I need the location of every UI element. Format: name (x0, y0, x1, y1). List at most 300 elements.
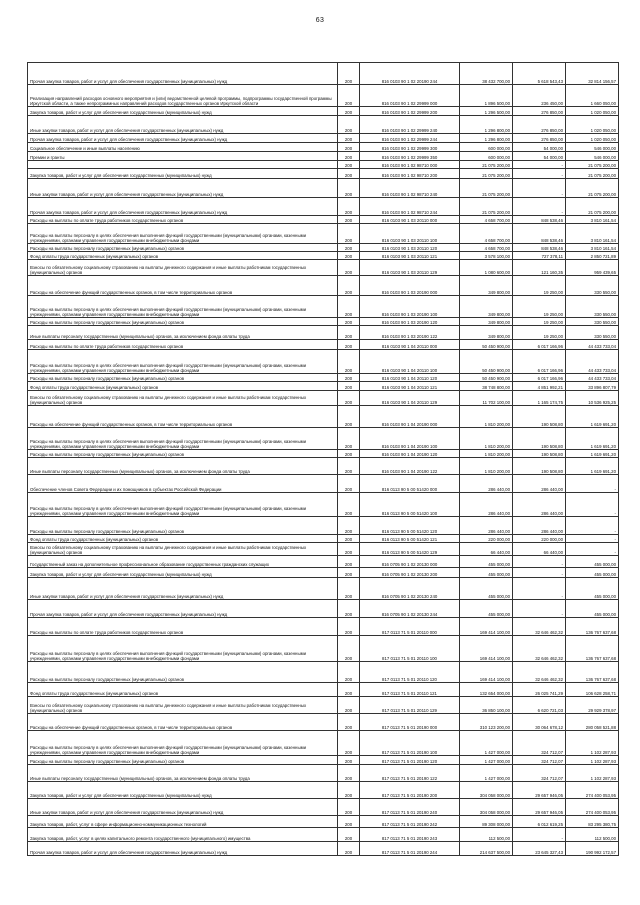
row-remaining-amount: 106 628 258,71 (566, 683, 619, 697)
row-approved-amount: 304 058 000,00 (460, 782, 513, 799)
row-classification-code: 816 0113 90 5 00 51420 000 (360, 475, 460, 493)
table-row (28, 517, 619, 535)
row-remaining-amount: 1 619 691,20 (566, 458, 619, 475)
row-line-code: 200 (338, 326, 360, 340)
row-classification-code: 816 0103 90 1 03 20110 000 (360, 216, 460, 224)
row-classification-code: 816 0113 90 5 00 51420 121 (360, 535, 460, 543)
row-remaining-amount: 274 400 053,95 (566, 782, 619, 799)
row-classification-code: 816 0103 90 1 03 20110 100 (360, 224, 460, 244)
row-approved-amount: 214 637 500,00 (460, 842, 513, 856)
table-row (28, 340, 619, 350)
row-description: Закупка товаров, работ, услуг в целях капитального ремонта государственного (муниципального) имущества (28, 828, 338, 842)
table-row (28, 244, 619, 252)
row-description: Расходы на выплаты персоналу государственных (муниципальных) органов (28, 450, 338, 458)
row-description (28, 161, 338, 169)
row-executed-amount: 286 440,00 (513, 493, 566, 517)
table-row (28, 296, 619, 318)
table-row (28, 842, 619, 856)
row-description: Фонд оплаты труда государственных (муниципальных) органов (28, 535, 338, 543)
table-row (28, 556, 619, 568)
row-approved-amount: 169 414 100,00 (460, 636, 513, 662)
row-remaining-amount: 1 102 287,93 (566, 731, 619, 756)
row-description: Фонд оплаты труда государственных (муниципальных) органов (28, 252, 338, 260)
row-line-code: 200 (338, 578, 360, 600)
row-description: Расходы на выплаты персоналу в целях обеспечения выполнения функций государственными (муниципальными) органами, казенными учреждениями, органами управления государственными внебюджетными фондами (28, 731, 338, 756)
row-line-code: 200 (338, 600, 360, 618)
row-classification-code: 816 0103 90 1 02 29999 000 (360, 85, 460, 107)
table-row (28, 252, 619, 260)
row-classification-code: 816 0103 90 1 04 20190 000 (360, 406, 460, 428)
row-approved-amount: 1 080 600,00 (460, 260, 513, 276)
table-row (28, 224, 619, 244)
row-remaining-amount: 546 000,00 (566, 152, 619, 161)
row-executed-amount: 6 620 721,03 (513, 697, 566, 714)
table-row (28, 683, 619, 697)
table-row (28, 618, 619, 636)
row-approved-amount: 38 748 800,00 (460, 382, 513, 391)
row-approved-amount: 349 800,00 (460, 296, 513, 318)
table-row (28, 816, 619, 828)
table-row (28, 475, 619, 493)
row-remaining-amount: 136 767 637,68 (566, 618, 619, 636)
row-approved-amount: 11 702 100,00 (460, 391, 513, 406)
row-executed-amount: - (513, 568, 566, 578)
row-executed-amount: 54 000,00 (513, 152, 566, 161)
row-remaining-amount: 455 000,00 (566, 568, 619, 578)
row-remaining-amount: 21 075 200,00 (566, 179, 619, 198)
row-description: Прочая закупка товаров, работ и услуг для обеспечения государственных (муниципальных) нужд (28, 198, 338, 216)
row-line-code: 200 (338, 374, 360, 382)
row-approved-amount: 4 658 700,00 (460, 224, 513, 244)
row-line-code: 200 (338, 828, 360, 842)
row-executed-amount: 23 645 327,43 (513, 842, 566, 856)
row-executed-amount: 276 850,00 (513, 134, 566, 143)
table-row (28, 116, 619, 134)
table-row (28, 318, 619, 326)
row-approved-amount: 600 000,00 (460, 143, 513, 152)
row-executed-amount: 848 538,46 (513, 216, 566, 224)
row-remaining-amount: 112 500,00 (566, 828, 619, 842)
row-remaining-amount: - (566, 493, 619, 517)
table-row (28, 198, 619, 216)
row-approved-amount: 36 850 100,00 (460, 697, 513, 714)
table-row (28, 756, 619, 765)
row-classification-code: 816 0103 90 1 03 20190 122 (360, 326, 460, 340)
row-line-code: 200 (338, 618, 360, 636)
row-description: Иные закупки товаров, работ и услуг для обеспечения государственных (муниципальных) нужд (28, 578, 338, 600)
row-remaining-amount: 3 810 161,54 (566, 244, 619, 252)
row-line-code: 200 (338, 391, 360, 406)
row-approved-amount: 220 000,00 (460, 535, 513, 543)
row-classification-code: 816 0103 90 1 04 20190 120 (360, 450, 460, 458)
row-approved-amount: 50 450 900,00 (460, 350, 513, 374)
row-approved-amount: 50 450 900,00 (460, 340, 513, 350)
row-approved-amount: 66 440,00 (460, 543, 513, 556)
row-executed-amount: 190 508,80 (513, 428, 566, 450)
row-line-code: 200 (338, 714, 360, 731)
row-line-code: 200 (338, 260, 360, 276)
row-description: Иные выплаты персоналу государственных (муниципальных) органов, за исключением фонда оплаты труда (28, 326, 338, 340)
row-executed-amount: 19 250,00 (513, 296, 566, 318)
row-approved-amount: 455 000,00 (460, 556, 513, 568)
table-row (28, 697, 619, 714)
row-description: Иные выплаты персоналу государственных (муниципальных) органов, за исключением фонда оплаты труда (28, 765, 338, 782)
page-number: 63 (315, 17, 325, 24)
row-approved-amount: 1 427 000,00 (460, 756, 513, 765)
row-remaining-amount: 29 929 378,97 (566, 697, 619, 714)
row-description: Расходы на выплаты по оплате труда работников государственных органов (28, 216, 338, 224)
row-line-code: 200 (338, 382, 360, 391)
row-classification-code: 816 0103 90 1 02 98710 240 (360, 179, 460, 198)
row-classification-code: 816 0103 90 1 03 20190 120 (360, 318, 460, 326)
row-classification-code: 817 0113 71 5 01 20110 129 (360, 697, 460, 714)
row-executed-amount: - (513, 198, 566, 216)
row-line-code: 200 (338, 296, 360, 318)
row-description: Взносы по обязательному социальному страхованию на выплаты денежного содержания и иные выплаты работникам государственных (муниципальных) органов (28, 697, 338, 714)
row-remaining-amount: 455 000,00 (566, 600, 619, 618)
row-line-code: 200 (338, 406, 360, 428)
row-line-code: 200 (338, 517, 360, 535)
table-row (28, 350, 619, 374)
table-row (28, 765, 619, 782)
row-line-code: 200 (338, 458, 360, 475)
row-remaining-amount: 32 814 156,57 (566, 63, 619, 85)
row-remaining-amount: 1 102 287,93 (566, 765, 619, 782)
row-approved-amount: 132 654 000,00 (460, 683, 513, 697)
row-classification-code: 816 0103 90 1 04 20110 100 (360, 350, 460, 374)
row-classification-code: 816 0103 90 1 03 20190 000 (360, 276, 460, 296)
row-approved-amount: 310 123 200,00 (460, 714, 513, 731)
row-executed-amount: 19 250,00 (513, 326, 566, 340)
table-row (28, 276, 619, 296)
table-row (28, 143, 619, 152)
row-remaining-amount: - (566, 543, 619, 556)
row-approved-amount: 1 896 500,00 (460, 85, 513, 107)
row-line-code: 200 (338, 107, 360, 116)
row-description: Прочая закупка товаров, работ и услуг для обеспечения государственных (муниципальных) нужд (28, 600, 338, 618)
table-row (28, 374, 619, 382)
row-remaining-amount: 546 000,00 (566, 143, 619, 152)
row-line-code: 200 (338, 683, 360, 697)
row-line-code: 200 (338, 636, 360, 662)
row-remaining-amount: 330 550,00 (566, 296, 619, 318)
row-description: Расходы на выплаты персоналу государственных (муниципальных) органов (28, 318, 338, 326)
table-row (28, 260, 619, 276)
row-line-code: 200 (338, 143, 360, 152)
table-row (28, 568, 619, 578)
row-executed-amount: 121 160,35 (513, 260, 566, 276)
row-approved-amount: 1 296 800,00 (460, 134, 513, 143)
row-approved-amount: 455 000,00 (460, 578, 513, 600)
row-description: Расходы на выплаты персоналу в целях обеспечения выполнения функций государственными (муниципальными) органами, казенными учреждениями, органами управления государственными внебюджетными фондами (28, 493, 338, 517)
row-executed-amount: 29 657 946,05 (513, 799, 566, 816)
row-remaining-amount: 44 433 733,04 (566, 350, 619, 374)
table-row (28, 600, 619, 618)
row-line-code: 200 (338, 568, 360, 578)
row-description: Закупка товаров, работ и услуг для обеспечения государственных (муниципальных) нужд (28, 782, 338, 799)
budget-execution-table (27, 62, 619, 856)
row-line-code: 200 (338, 116, 360, 134)
row-classification-code: 817 0113 71 5 01 20190 240 (360, 799, 460, 816)
row-description: Иные закупки товаров, работ и услуг для обеспечения государственных (муниципальных) нужд (28, 179, 338, 198)
row-approved-amount: 21 075 200,00 (460, 198, 513, 216)
row-classification-code: 816 0103 90 1 02 29999 200 (360, 107, 460, 116)
row-description: Расходы на выплаты персоналу в целях обеспечения выполнения функций государственными (муниципальными) органами, казенными учреждениями, органами управления государственными внебюджетными фондами (28, 350, 338, 374)
row-executed-amount: 6 017 166,96 (513, 374, 566, 382)
row-executed-amount: 286 440,00 (513, 517, 566, 535)
row-classification-code: 817 0113 71 5 01 20110 120 (360, 662, 460, 683)
row-description: Взносы по обязательному социальному страхованию на выплаты денежного содержания и иные выплаты работникам государственных (муниципальных) органов (28, 391, 338, 406)
row-executed-amount: 220 000,00 (513, 535, 566, 543)
table-row (28, 714, 619, 731)
row-remaining-amount: 136 767 637,68 (566, 636, 619, 662)
row-remaining-amount: - (566, 535, 619, 543)
table-row (28, 782, 619, 799)
row-remaining-amount: 21 075 200,00 (566, 169, 619, 179)
row-line-code: 200 (338, 350, 360, 374)
table-row (28, 406, 619, 428)
row-approved-amount: 4 658 700,00 (460, 216, 513, 224)
row-remaining-amount: - (566, 517, 619, 535)
row-executed-amount: 54 000,00 (513, 143, 566, 152)
row-executed-amount: 190 508,80 (513, 450, 566, 458)
row-line-code: 200 (338, 152, 360, 161)
row-approved-amount: 1 427 000,00 (460, 765, 513, 782)
row-remaining-amount: 1 660 050,00 (566, 85, 619, 107)
row-description: Расходы на обеспечение функций государственных органов, в том числе территориальных органов (28, 714, 338, 731)
row-description: Расходы на обеспечение функций государственных органов, в том числе территориальных органов (28, 276, 338, 296)
row-line-code: 200 (338, 224, 360, 244)
row-executed-amount: 848 538,46 (513, 224, 566, 244)
table-row (28, 458, 619, 475)
row-executed-amount: - (513, 600, 566, 618)
row-line-code: 200 (338, 731, 360, 756)
table-row (28, 662, 619, 683)
row-approved-amount: 600 000,00 (460, 152, 513, 161)
row-description: Расходы на выплаты персоналу государственных (муниципальных) органов (28, 244, 338, 252)
row-approved-amount: 349 800,00 (460, 276, 513, 296)
row-line-code: 200 (338, 340, 360, 350)
row-description: Расходы на выплаты персоналу в целях обеспечения выполнения функций государственными (муниципальными) органами, казенными учреждениями, органами управления государственными внебюджетными фондами (28, 636, 338, 662)
row-line-code: 200 (338, 276, 360, 296)
row-classification-code: 816 0103 90 1 03 20110 121 (360, 252, 460, 260)
table-row (28, 828, 619, 842)
table-row (28, 216, 619, 224)
row-remaining-amount: 330 550,00 (566, 318, 619, 326)
table-row (28, 493, 619, 517)
row-classification-code: 816 0103 90 1 04 20110 120 (360, 374, 460, 382)
row-line-code: 200 (338, 816, 360, 828)
row-remaining-amount: 10 536 925,25 (566, 391, 619, 406)
row-approved-amount: 1 810 200,00 (460, 450, 513, 458)
row-classification-code: 817 0113 71 5 01 20190 000 (360, 714, 460, 731)
row-executed-amount: - (513, 578, 566, 600)
row-classification-code: 816 0705 90 1 02 20130 000 (360, 556, 460, 568)
row-approved-amount: 21 075 200,00 (460, 179, 513, 198)
row-description: Расходы на выплаты персоналу в целях обеспечения выполнения функций государственными (муниципальными) органами, казенными учреждениями, органами управления государственными внебюджетными фондами (28, 296, 338, 318)
row-remaining-amount: 1 619 691,20 (566, 428, 619, 450)
table-row (28, 391, 619, 406)
row-approved-amount: 21 075 200,00 (460, 161, 513, 169)
row-approved-amount: 89 308 000,00 (460, 816, 513, 828)
row-approved-amount: 169 414 100,00 (460, 618, 513, 636)
row-line-code: 200 (338, 543, 360, 556)
row-classification-code: 816 0103 90 1 03 20190 100 (360, 296, 460, 318)
row-executed-amount: 26 025 741,29 (513, 683, 566, 697)
row-line-code: 200 (338, 179, 360, 198)
table-row (28, 169, 619, 179)
row-approved-amount: 1 810 200,00 (460, 406, 513, 428)
row-executed-amount: - (513, 169, 566, 179)
row-executed-amount: - (513, 556, 566, 568)
row-remaining-amount: 1 102 287,93 (566, 756, 619, 765)
row-approved-amount: 304 058 000,00 (460, 799, 513, 816)
row-classification-code: 816 0103 90 1 02 29999 244 (360, 134, 460, 143)
row-description: Социальное обеспечение и иные выплаты населению (28, 143, 338, 152)
row-description: Расходы на выплаты персоналу государственных (муниципальных) органов (28, 662, 338, 683)
row-description: Закупка товаров, работ и услуг для обеспечения государственных (муниципальных) нужд (28, 169, 338, 179)
table-row (28, 161, 619, 169)
row-classification-code: 816 0705 90 1 02 20130 200 (360, 568, 460, 578)
row-classification-code: 816 0103 90 1 02 29999 240 (360, 116, 460, 134)
row-line-code: 200 (338, 782, 360, 799)
row-line-code: 200 (338, 169, 360, 179)
row-remaining-amount: 3 810 161,54 (566, 216, 619, 224)
row-remaining-amount: 1 619 691,20 (566, 406, 619, 428)
row-approved-amount: 1 296 800,00 (460, 116, 513, 134)
row-executed-amount: - (513, 179, 566, 198)
table-row (28, 107, 619, 116)
row-remaining-amount: 1 020 050,00 (566, 116, 619, 134)
row-executed-amount: 19 250,00 (513, 276, 566, 296)
row-remaining-amount: 21 075 200,00 (566, 161, 619, 169)
row-executed-amount: - (513, 828, 566, 842)
row-executed-amount: 19 250,00 (513, 318, 566, 326)
row-line-code: 200 (338, 85, 360, 107)
row-classification-code: 816 0705 90 1 02 20130 240 (360, 578, 460, 600)
row-executed-amount: 6 017 166,96 (513, 350, 566, 374)
row-approved-amount: 38 432 700,00 (460, 63, 513, 85)
row-remaining-amount: 21 075 200,00 (566, 198, 619, 216)
row-approved-amount: 4 658 700,00 (460, 244, 513, 252)
table-row (28, 134, 619, 143)
row-description: Расходы на выплаты персоналу государственных (муниципальных) органов (28, 374, 338, 382)
row-line-code: 200 (338, 493, 360, 517)
row-remaining-amount: 455 000,00 (566, 578, 619, 600)
row-remaining-amount: 1 619 691,20 (566, 450, 619, 458)
row-line-code: 200 (338, 216, 360, 224)
row-classification-code: 816 0103 90 1 02 20190 244 (360, 63, 460, 85)
row-executed-amount: 29 657 946,05 (513, 782, 566, 799)
row-description: Расходы на выплаты по оплате труда работников государственных органов (28, 618, 338, 636)
row-description: Расходы на выплаты по оплате труда работников государственных органов (28, 340, 338, 350)
row-description: Фонд оплаты труда государственных (муниципальных) органов (28, 683, 338, 697)
row-remaining-amount: 274 400 053,95 (566, 799, 619, 816)
row-classification-code: 817 0113 71 5 01 20110 000 (360, 618, 460, 636)
row-classification-code: 816 0113 90 5 00 51420 100 (360, 493, 460, 517)
row-classification-code: 817 0113 71 5 01 20190 122 (360, 765, 460, 782)
row-description: Иные закупки товаров, работ и услуг для обеспечения государственных (муниципальных) нужд (28, 799, 338, 816)
table-row (28, 382, 619, 391)
row-approved-amount: 169 414 100,00 (460, 662, 513, 683)
table-row (28, 85, 619, 107)
row-remaining-amount: 330 550,00 (566, 276, 619, 296)
row-remaining-amount: 330 550,00 (566, 326, 619, 340)
row-remaining-amount: 959 439,65 (566, 260, 619, 276)
row-executed-amount: 324 712,07 (513, 756, 566, 765)
row-classification-code: 816 0103 90 1 02 98710 000 (360, 161, 460, 169)
row-classification-code: 816 0103 90 1 02 98710 244 (360, 198, 460, 216)
row-approved-amount: 50 450 900,00 (460, 374, 513, 382)
table-row (28, 799, 619, 816)
row-classification-code: 817 0113 71 5 01 20190 242 (360, 816, 460, 828)
table-row (28, 543, 619, 556)
row-line-code: 200 (338, 756, 360, 765)
row-description: Реализация направлений расходов основного мероприятия и (или) ведомственной целевой программы, подпрограммы государственной программы Иркутской области, а также непрограммных направлений расходов государственных органов Иркутской области (28, 85, 338, 107)
row-line-code: 200 (338, 318, 360, 326)
row-approved-amount: 21 075 200,00 (460, 169, 513, 179)
row-line-code: 200 (338, 697, 360, 714)
row-approved-amount: 1 427 000,00 (460, 731, 513, 756)
row-classification-code: 816 0103 90 1 04 20110 129 (360, 391, 460, 406)
table-row (28, 535, 619, 543)
row-executed-amount: 32 646 462,32 (513, 618, 566, 636)
row-remaining-amount: 44 433 733,04 (566, 374, 619, 382)
row-executed-amount: 324 712,07 (513, 765, 566, 782)
row-classification-code: 817 0113 71 5 01 20190 200 (360, 782, 460, 799)
row-executed-amount: 4 851 992,21 (513, 382, 566, 391)
row-description: Взносы по обязательному социальному страхованию на выплаты денежного содержания и иные выплаты работникам государственных (муниципальных) органов (28, 260, 338, 276)
table-row (28, 578, 619, 600)
row-executed-amount: 32 646 462,32 (513, 662, 566, 683)
row-approved-amount: 286 440,00 (460, 493, 513, 517)
row-approved-amount: 349 800,00 (460, 318, 513, 326)
row-remaining-amount: 83 295 380,75 (566, 816, 619, 828)
row-classification-code: 816 0103 90 1 04 20190 100 (360, 428, 460, 450)
row-line-code: 200 (338, 662, 360, 683)
row-classification-code: 817 0113 71 5 01 20190 243 (360, 828, 460, 842)
table-row (28, 731, 619, 756)
row-classification-code: 816 0103 90 1 04 20110 000 (360, 340, 460, 350)
row-line-code: 200 (338, 134, 360, 143)
row-description: Закупка товаров, работ, услуг в сфере информационно-коммуникационных технологий (28, 816, 338, 828)
row-executed-amount: 30 064 678,12 (513, 714, 566, 731)
row-line-code: 200 (338, 161, 360, 169)
row-line-code: 200 (338, 450, 360, 458)
row-line-code: 200 (338, 252, 360, 260)
row-remaining-amount: 190 992 172,57 (566, 842, 619, 856)
row-remaining-amount: 33 896 807,79 (566, 382, 619, 391)
row-approved-amount: 1 810 200,00 (460, 428, 513, 450)
row-line-code: 200 (338, 842, 360, 856)
row-executed-amount: 6 017 166,96 (513, 340, 566, 350)
row-line-code: 200 (338, 63, 360, 85)
table-row (28, 326, 619, 340)
row-description: Прочая закупка товаров, работ и услуг для обеспечения государственных (муниципальных) нужд (28, 63, 338, 85)
row-approved-amount: 455 000,00 (460, 568, 513, 578)
table-row (28, 428, 619, 450)
row-description: Прочая закупка товаров, работ и услуг для обеспечения государственных (муниципальных) нужд (28, 134, 338, 143)
table-body (28, 63, 619, 856)
row-description: Расходы на выплаты персоналу государственных (муниципальных) органов (28, 517, 338, 535)
row-executed-amount: 286 440,00 (513, 475, 566, 493)
row-approved-amount: 349 800,00 (460, 326, 513, 340)
row-executed-amount: 236 450,00 (513, 85, 566, 107)
row-description: Прочая закупка товаров, работ и услуг для обеспечения государственных (муниципальных) нужд (28, 842, 338, 856)
row-executed-amount: 190 508,80 (513, 458, 566, 475)
row-classification-code: 816 0103 90 1 02 98710 200 (360, 169, 460, 179)
row-remaining-amount: 2 850 721,89 (566, 252, 619, 260)
